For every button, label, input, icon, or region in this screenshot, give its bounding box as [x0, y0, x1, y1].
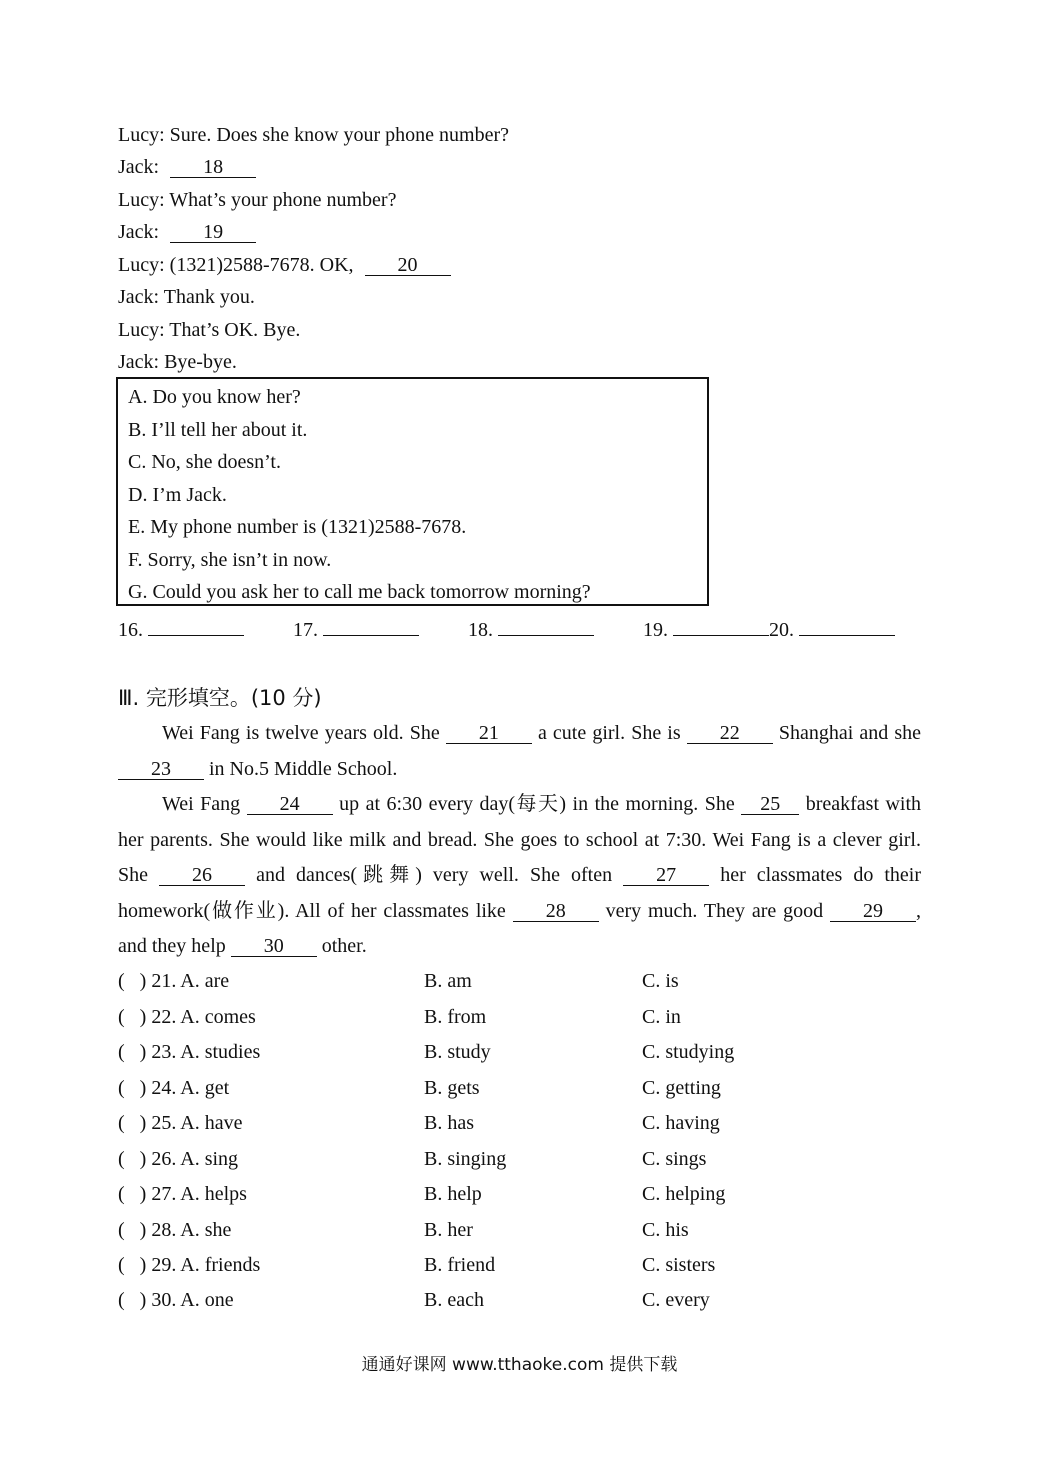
answer-paren-open[interactable]: (: [118, 970, 125, 992]
answer-paren-open[interactable]: (: [118, 1112, 125, 1134]
choice-b: B. singing: [424, 1148, 507, 1170]
choice-b: B. her: [424, 1219, 473, 1241]
answer-paren-close[interactable]: ): [139, 970, 147, 992]
question-item: [118, 1076, 229, 1100]
choice-c: C. sings: [642, 1148, 707, 1170]
answer-blank[interactable]: 18: [170, 157, 256, 178]
options-box: [116, 377, 709, 606]
passage-text: up at 6:30 every day(每天) in the morning. She: [339, 793, 735, 815]
answer-paren-close[interactable]: ): [139, 1219, 147, 1241]
dialogue-line: [118, 220, 256, 244]
choice-a: A. get: [180, 1077, 230, 1099]
choice-c: C. helping: [642, 1183, 726, 1205]
choice-a: A. sing: [180, 1148, 239, 1170]
answer-label: 16.: [118, 619, 143, 641]
passage-text: in No.5 Middle School.: [209, 757, 398, 780]
answer-label: 18.: [468, 619, 493, 641]
passage-text: Shanghai and she: [778, 722, 922, 744]
question-number: 30.: [151, 1289, 177, 1311]
question-item: [118, 1182, 247, 1206]
answer-paren-close[interactable]: ): [139, 1006, 147, 1028]
question-number: 26.: [151, 1148, 177, 1170]
question-item: [118, 1218, 231, 1242]
choice-b: B. help: [424, 1183, 482, 1205]
question-number: 21.: [151, 970, 177, 992]
dialogue-line: [118, 253, 451, 277]
section-title: Ⅲ. 完形填空。(10 分): [118, 686, 322, 710]
passage-paragraph: [118, 716, 921, 787]
passage-text: a cute girl. She is: [537, 722, 681, 744]
dialogue-text: That’s OK. Bye.: [169, 319, 301, 341]
choice-c: C. every: [642, 1289, 710, 1311]
answer-paren-close[interactable]: ): [139, 1148, 147, 1170]
answer-paren-close[interactable]: ): [139, 1112, 147, 1134]
answer-paren-close[interactable]: ): [139, 1041, 147, 1063]
choice-a: A. she: [180, 1219, 232, 1241]
answer-paren-close[interactable]: ): [139, 1183, 147, 1205]
dialogue-line: [118, 350, 237, 374]
speaker: Jack:: [118, 351, 160, 373]
dialogue-line: [118, 123, 509, 147]
question-number: 29.: [151, 1254, 177, 1276]
choice-c: C. in: [642, 1006, 681, 1028]
speaker: Lucy:: [118, 319, 165, 341]
answer-paren-open[interactable]: (: [118, 1148, 125, 1170]
passage-text: Wei Fang: [162, 793, 241, 815]
choice-b: B. friend: [424, 1254, 496, 1276]
choice-c: C. having: [642, 1112, 720, 1134]
cloze-blank[interactable]: 29: [830, 901, 916, 922]
answer-paren-open[interactable]: (: [118, 1077, 125, 1099]
cloze-blank[interactable]: 27: [623, 865, 709, 886]
option-item: F. Sorry, she isn’t in now.: [128, 549, 332, 571]
dialogue-text: Bye-bye.: [164, 351, 237, 373]
choice-a: A. comes: [180, 1006, 256, 1028]
choice-c: C. getting: [642, 1077, 721, 1099]
dialogue-text: (1321)2588-7678. OK,: [169, 254, 354, 276]
speaker: Lucy:: [118, 124, 165, 146]
answer-slot[interactable]: [293, 617, 419, 642]
question-number: 22.: [151, 1006, 177, 1028]
question-item: [118, 1111, 242, 1135]
choice-c: C. sisters: [642, 1254, 716, 1276]
passage-text: , and they help: [118, 899, 922, 957]
answer-line[interactable]: [799, 617, 895, 636]
question-number: 23.: [151, 1041, 177, 1063]
page-footer: 通通好课网 www.tthaoke.com 提供下载: [361, 1355, 678, 1375]
answer-blank[interactable]: 19: [170, 222, 256, 243]
choice-a: A. friends: [180, 1254, 261, 1276]
answer-paren-open[interactable]: (: [118, 1219, 125, 1241]
option-item: A. Do you know her?: [128, 386, 301, 408]
passage-text: other.: [321, 935, 367, 957]
choice-a: A. helps: [180, 1183, 247, 1205]
passage-text: and dances(跳舞) very well. She often: [256, 864, 613, 886]
passage-text: very much. They are good: [605, 899, 824, 922]
question-number: 27.: [151, 1183, 177, 1205]
cloze-blank[interactable]: 30: [231, 936, 317, 957]
question-item: [118, 969, 229, 993]
choice-c: C. studying: [642, 1041, 735, 1063]
answer-paren-open[interactable]: (: [118, 1183, 125, 1205]
answer-label: 19.: [643, 619, 668, 641]
speaker: Jack:: [118, 286, 160, 308]
option-item: B. I’ll tell her about it.: [128, 419, 308, 441]
answer-paren-open[interactable]: (: [118, 1289, 125, 1311]
cloze-blank[interactable]: 21: [446, 723, 532, 744]
speaker: Jack:: [118, 156, 160, 178]
dialogue-line: [118, 285, 255, 309]
choice-c: C. is: [642, 970, 679, 992]
choice-b: B. each: [424, 1289, 484, 1311]
answer-slot[interactable]: [118, 617, 244, 642]
choice-a: A. one: [180, 1289, 234, 1311]
answer-paren-close[interactable]: ): [139, 1254, 147, 1276]
answer-line[interactable]: [498, 617, 594, 636]
option-item: G. Could you ask her to call me back tomorrow morning?: [128, 581, 591, 603]
choice-b: B. study: [424, 1041, 491, 1063]
dialogue-text: Thank you.: [163, 286, 255, 308]
passage-text: breakfast with her parents. She would like milk and bread. She goes to school at 7:30. Wei Fang is a clever girl. She: [118, 793, 922, 886]
cloze-blank[interactable]: 25: [741, 794, 799, 815]
question-number: 28.: [151, 1219, 177, 1241]
question-item: [118, 1040, 260, 1064]
option-item: C. No, she doesn’t.: [128, 451, 281, 473]
answer-paren-close[interactable]: ): [139, 1077, 147, 1099]
option-item: E. My phone number is (1321)2588-7678.: [128, 516, 467, 538]
answer-slot[interactable]: [468, 617, 594, 642]
answer-paren-open[interactable]: (: [118, 1006, 125, 1028]
cloze-blank[interactable]: 24: [247, 794, 333, 815]
answer-paren-open[interactable]: (: [118, 1041, 125, 1063]
question-item: [118, 1005, 256, 1029]
answer-paren-close[interactable]: ): [139, 1289, 147, 1311]
dialogue-line: [118, 155, 256, 179]
passage-text: her classmates do their homework(做作业). All of her classmates like: [118, 864, 922, 922]
question-number: 24.: [151, 1077, 177, 1099]
answer-line[interactable]: [323, 617, 419, 636]
choice-b: B. am: [424, 970, 472, 992]
option-item: D. I’m Jack.: [128, 484, 227, 506]
speaker: Lucy:: [118, 189, 165, 211]
answer-line[interactable]: [148, 617, 244, 636]
answer-label: 20.: [769, 619, 794, 641]
dialogue-text: Sure. Does she know your phone number?: [169, 124, 510, 146]
answer-label: 17.: [293, 619, 318, 641]
dialogue-line: [118, 318, 300, 342]
question-item: [118, 1288, 234, 1312]
cloze-blank[interactable]: 26: [159, 865, 245, 886]
choice-a: A. are: [180, 970, 230, 992]
choice-a: A. have: [180, 1112, 243, 1134]
choice-c: C. his: [642, 1219, 689, 1241]
dialogue-text: What’s your phone number?: [169, 189, 397, 211]
choice-b: B. from: [424, 1006, 487, 1028]
cloze-blank[interactable]: 23: [118, 759, 204, 780]
answer-blank[interactable]: 20: [365, 255, 451, 276]
choice-b: B. has: [424, 1112, 474, 1134]
question-item: [118, 1147, 238, 1171]
answer-paren-open[interactable]: (: [118, 1254, 125, 1276]
dialogue-line: [118, 188, 396, 212]
passage-paragraph: [118, 787, 921, 965]
passage-text: Wei Fang is twelve years old. She: [162, 722, 440, 744]
question-item: [118, 1253, 260, 1277]
speaker: Lucy:: [118, 254, 165, 276]
answer-slot[interactable]: [643, 617, 895, 642]
choice-a: A. studies: [180, 1041, 261, 1063]
question-number: 25.: [151, 1112, 177, 1134]
answer-line[interactable]: [673, 617, 769, 636]
choice-b: B. gets: [424, 1077, 480, 1099]
cloze-blank[interactable]: 28: [513, 901, 599, 922]
cloze-blank[interactable]: 22: [687, 723, 773, 744]
speaker: Jack:: [118, 221, 160, 243]
